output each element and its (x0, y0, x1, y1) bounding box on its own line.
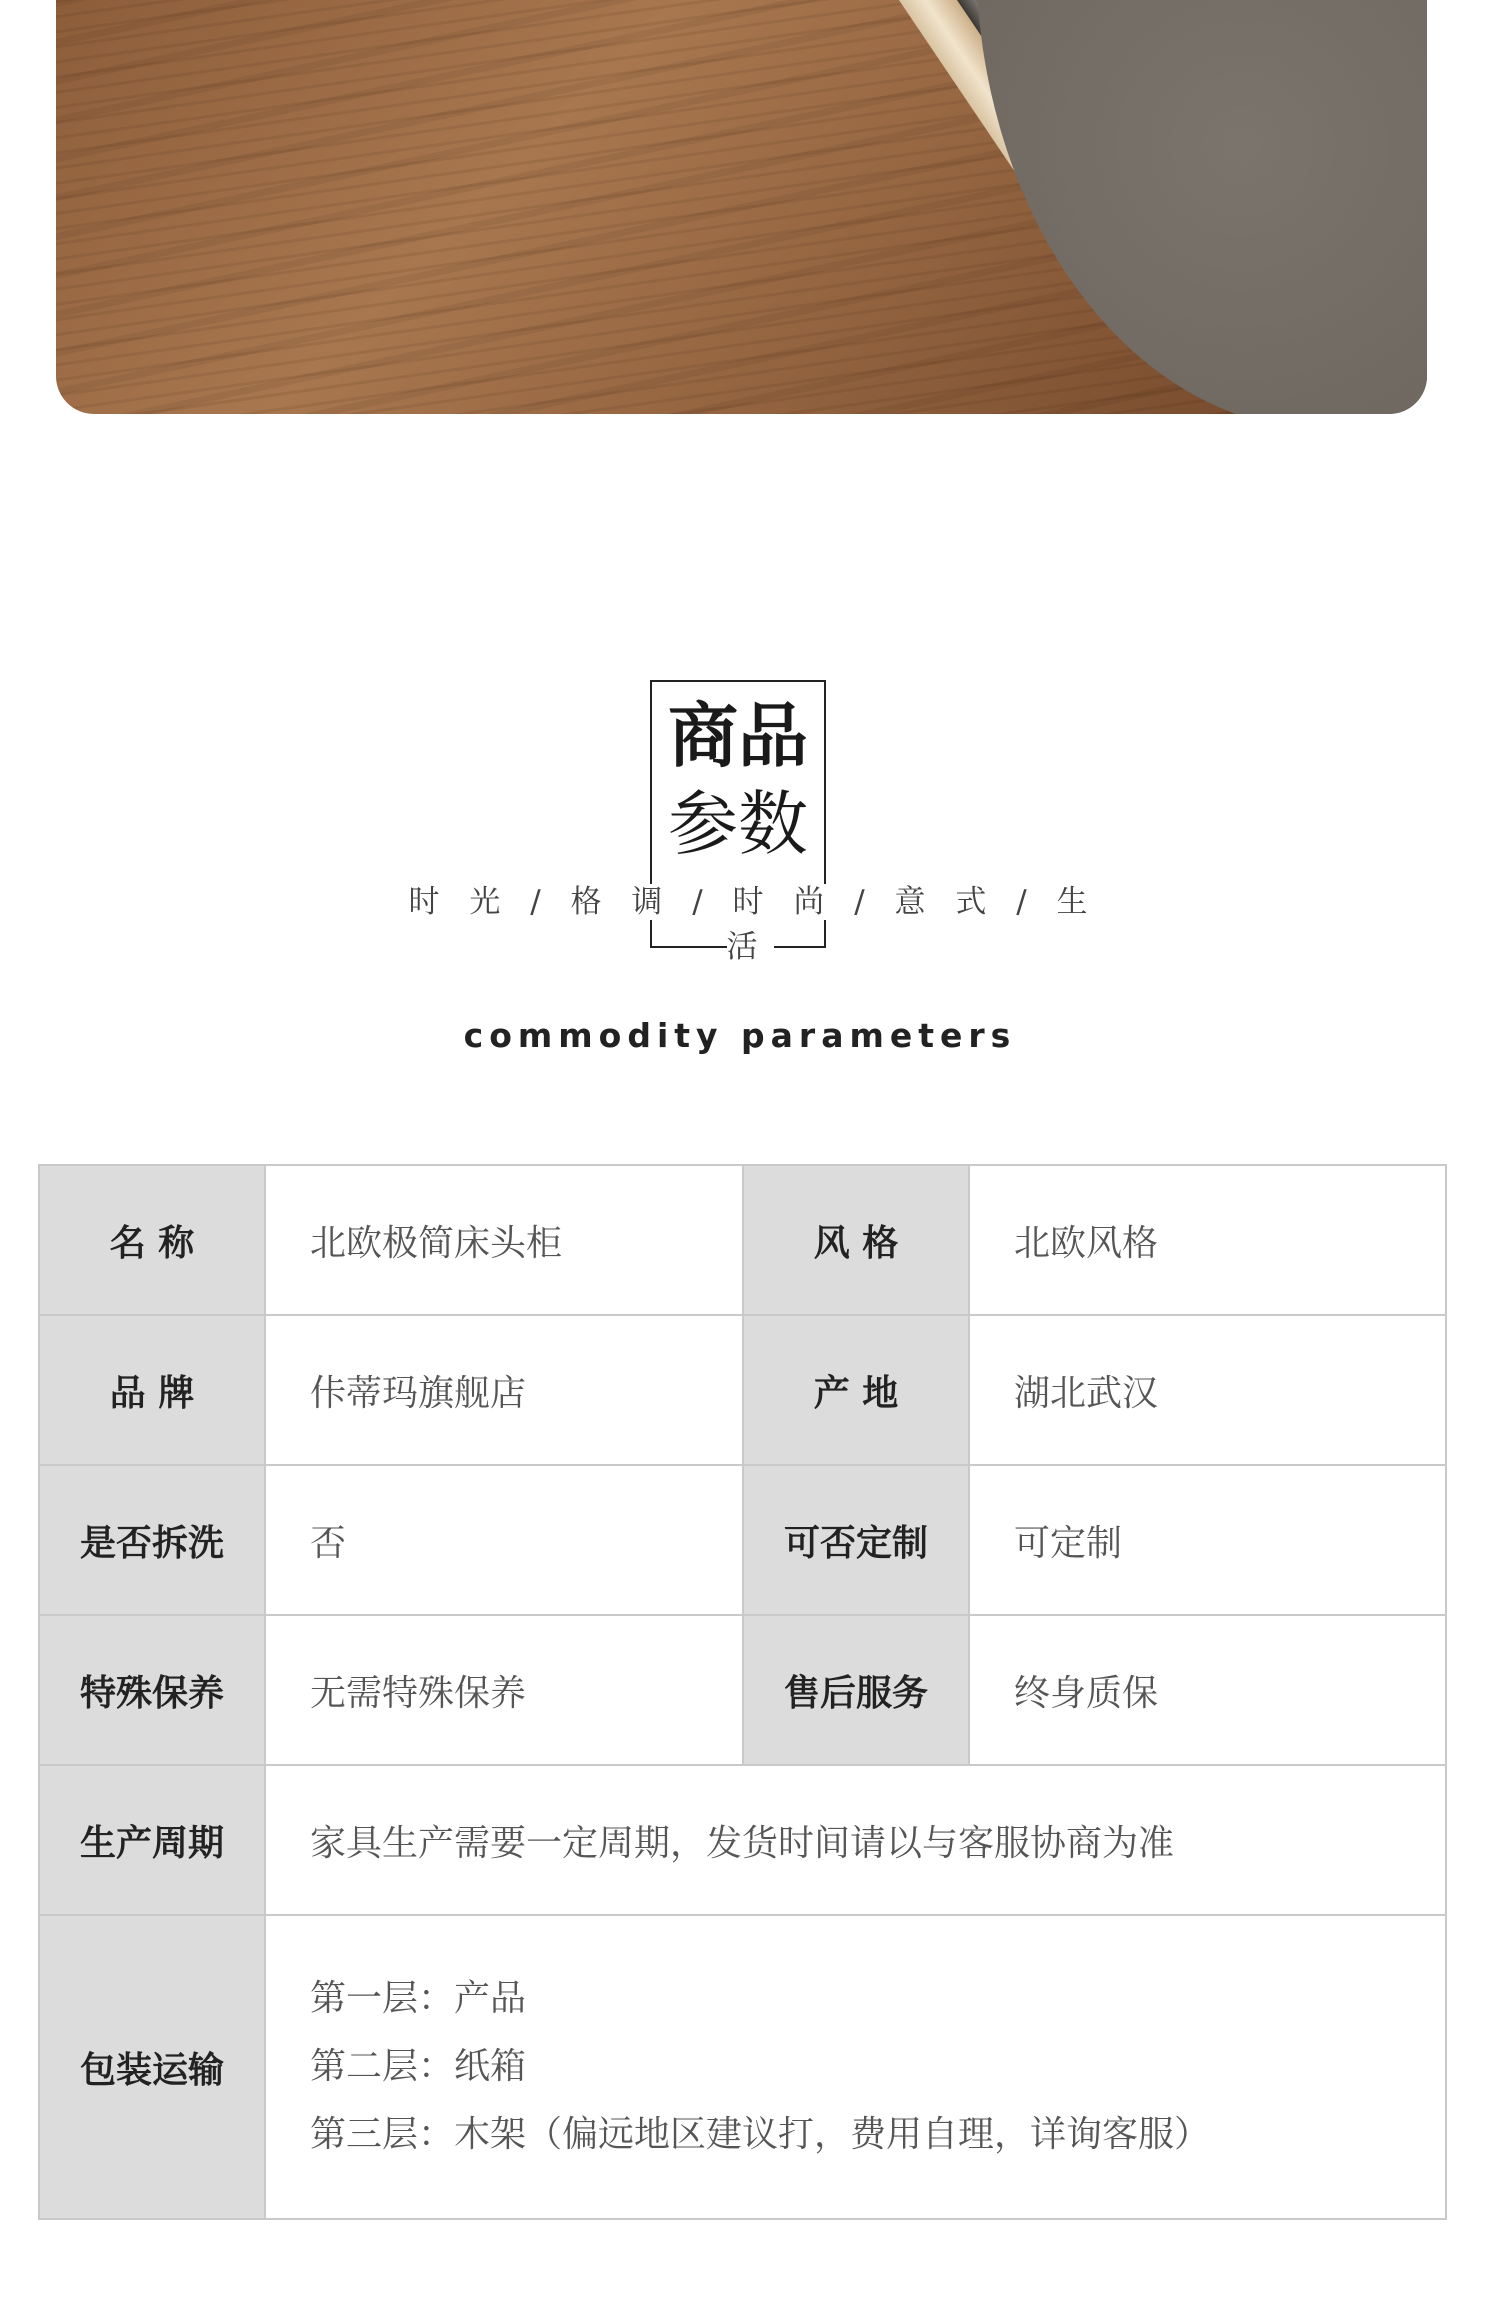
packaging-line: 第三层：木架（偏远地区建议打，费用自理，详询客服） (310, 2114, 1211, 2155)
table-row (39, 1765, 1446, 1915)
param-value: 北欧极简床头柜 (265, 1165, 743, 1315)
param-value: 家具生产需要一定周期，发货时间请以与客服协商为准 (265, 1765, 1446, 1915)
title-line-2: 参数 (668, 783, 808, 865)
param-value: 北欧风格 (969, 1165, 1446, 1315)
product-photo (56, 0, 1427, 414)
table-row (39, 1315, 1446, 1465)
param-label: 售后服务 (743, 1615, 969, 1765)
param-value: 佧蒂玛旗舰店 (265, 1315, 743, 1465)
title-line-1: 商品 (668, 694, 808, 777)
param-value: 终身质保 (969, 1615, 1446, 1765)
param-value: 湖北武汉 (969, 1315, 1446, 1465)
parameter-table (38, 1164, 1447, 2220)
table-row (39, 1915, 1446, 2219)
param-value: 无需特殊保养 (265, 1615, 743, 1765)
table-row (39, 1615, 1446, 1765)
table-row (39, 1465, 1446, 1615)
packaging-line: 第一层：产品 (310, 1978, 527, 2019)
param-value: 否 (265, 1465, 743, 1615)
param-label: 特殊保养 (39, 1615, 265, 1765)
param-label: 风 格 (743, 1165, 969, 1315)
subtitle-en: commodity parameters (463, 1016, 1017, 1055)
param-label: 品 牌 (39, 1315, 265, 1465)
table-row (39, 1165, 1446, 1315)
param-label: 名 称 (39, 1165, 265, 1315)
slogan-text: 时 光 / 格 调 / 时 尚 / 意 式 / 生 活 (402, 884, 1097, 965)
packaging-value (265, 1915, 1446, 2219)
cabinet-base (976, 0, 1427, 414)
param-label: 可否定制 (743, 1465, 969, 1615)
param-label: 产 地 (743, 1315, 969, 1465)
param-label: 是否拆洗 (39, 1465, 265, 1615)
param-value: 可定制 (969, 1465, 1446, 1615)
param-label: 包装运输 (39, 1915, 265, 2219)
param-label: 生产周期 (39, 1765, 265, 1915)
packaging-line: 第二层：纸箱 (310, 2046, 527, 2087)
slogan (400, 876, 1100, 965)
section-title (660, 692, 816, 868)
